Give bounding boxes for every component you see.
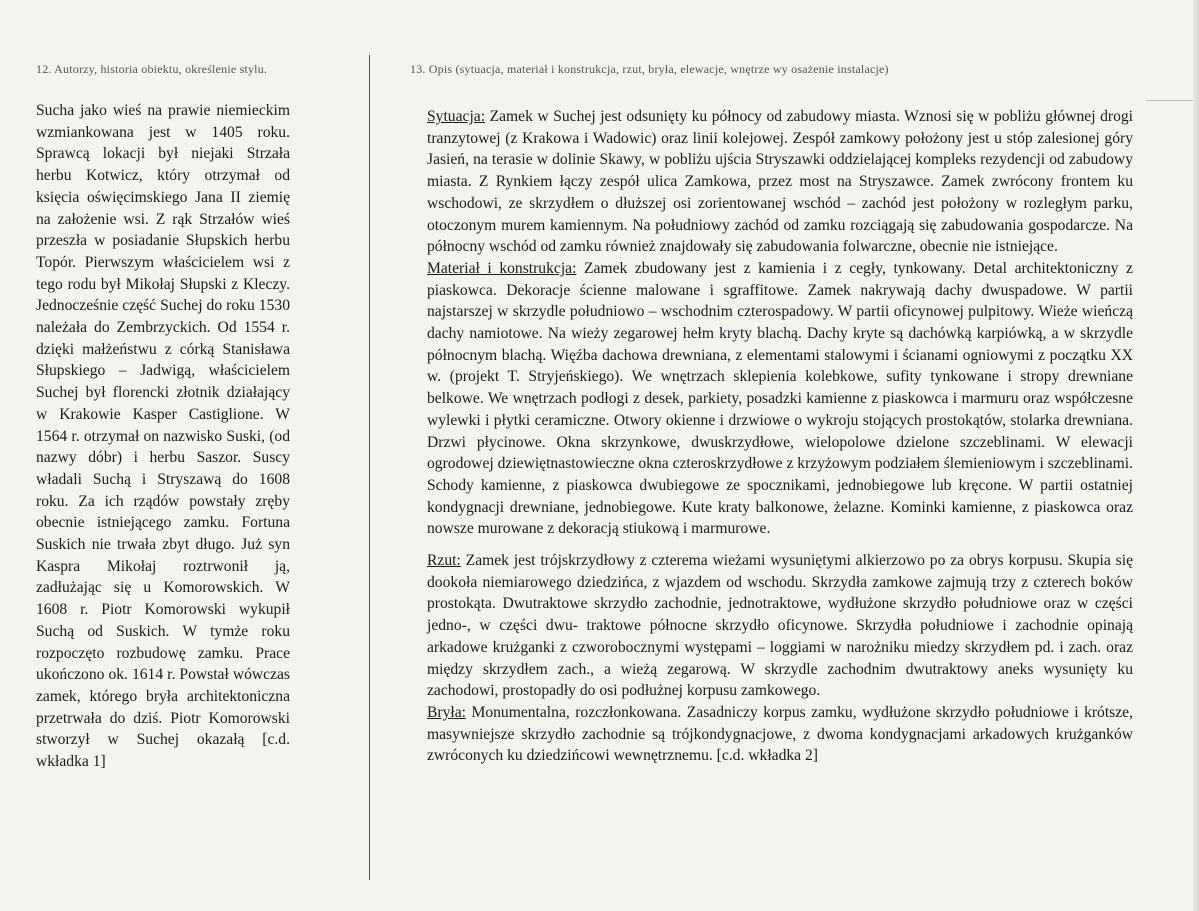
margin-rule bbox=[1146, 100, 1199, 101]
situation-label: Sytuacja: bbox=[427, 108, 486, 125]
situation-text: Zamek w Suchej jest odsunięty ku północy od zabudowy miasta. Wznosi się w pobliżu głównej drogi tranzytowej (z Krakowa i Wadowic) oraz linii kolejowej. Zespół zamkowy położony jest u stóp zalesionej góry Jasień, na terasie w dolinie Skawy, w pobliżu ujścia Stryszawki oddzielającej kompleks rezydencji od zabudowy miasta. Z Rynkiem łączy zespół ulica Zamkowa, przez most na Stryszawce. Zamek zwrócony frontem ku wschodowi, ze skrzydłem o dłuższej osi zorientowanej wschód – zachód jest położony w rozległym parku, otoczonym murem kamiennym. Na południowy zachód od zamku rozciągają się zabudowania gospodarcze. Na północny wschód od zamku również znajdowały się zabudowania folwarczne, obecnie nie istniejące. bbox=[427, 108, 1133, 256]
massing-label: Bryła: bbox=[427, 703, 466, 721]
history-text: Sucha jako wieś na prawie niemieckim wzmiankowana jest w 1405 roku. Sprawcą lokacji był niejaki Strzała herbu Kotwicz, który otrzymał od księcia oświęcimskiego Jana II ziemię na założenie wsi. Z rąk Strzałów wieś przeszła w posiadanie Słupskich herbu Topór. Pierwszym właścicielem wsi z tego rodu był Mikołaj Słupski z Kleczy. Jednocześnie część Suchej do roku 1530 należała do Zembrzyckich. Od 1554 r. dzięki małżeństwu z córką Stanisława Słupskiego – Jadwigą, właścicielem Suchej był florencki złotnik działający w Krakowie Kasper Castiglione. W 1564 r. otrzymał on nazwisko Suski, (od nazwy dóbr) i herbu Saszor. Suscy władali Suchą i Stryszawą do 1608 roku. Za ich rządów powstały zręby obecnie istniejącego zamku. Fortuna Suskich nie trwała zbyt długo. Już syn Kaspra Mikołaj roztrwonił ją, zadłużając się u Komorowskich. W 1608 r. Piotr Komorowski wykupił Suchą od Suskich. W tymże roku rozpoczęto rozbudowę zamku. Prace ukończono ok. 1614 r. Powstał wówczas zamek, którego bryła architektoniczna przetrwała do dziś. Piotr Komorowski stworzył w Suchej okazałą [c.d. wkładka 1] bbox=[36, 102, 290, 771]
description-column bbox=[427, 106, 1133, 767]
plan-paragraph bbox=[427, 550, 1133, 702]
plan-label: Rzut: bbox=[427, 552, 461, 570]
material-label: Materiał i konstrukcja: bbox=[427, 259, 577, 277]
right-section-header: 13. Opis (sytuacja, materiał i konstrukcja, rzut, bryła, elewacje, wnętrze wy osażenie instalacje) bbox=[410, 62, 889, 76]
material-paragraph bbox=[427, 258, 1133, 540]
material-text: Zamek zbudowany jest z kamienia i z cegły, tynkowany. Detal architektoniczny z piaskowca. Dekoracje ścienne malowane i sgraffitowe. Zamek nakrywają dachy dwuspadowe. W partii najstarszej w skrzydle południowo – wschodnim czterospadowy. W partii oficynowej pulpitowy. Wieże wieńczą dachy namiotowe. Na wieży zegarowej hełm kryty blachą. Dachy kryte są dachówką karpiówką, a w skrzydle północnym blachą. Więźba dachowa drewniana, z elementami stalowymi i ścianami ogniowymi z początku XX w. (projekt T. Stryjeńskiego). We wnętrzach sklepienia kolebkowe, sufity tynkowane i stropy drewniane belkowe. We wnętrzach podłogi z desek, parkiety, posadzki kamienne z piaskowca i marmuru oraz współczesne wylewki i płytki ceramiczne. Otwory okienne i drzwiowe o wykroju stojących prostokątów, stolarka drewniana. Drzwi płycinowe. Okna skrzynkowe, dwuskrzydłowe, wielopolowe dzielone szczeblinami. W elewacji ogrodowej dziewiętnastowieczne okna czteroskrzydłowe z krzyżowym podziałem ślemieniowym i szczeblinami. Schody kamienne, z piaskowca dwubiegowe ze spocznikami, jednobiegowe lub kręcone. W partii ostatniej kondygnacji drewniane, jednobiegowe. Kute kraty balkonowe, żelazne. Kominki kamienne, z piaskowca oraz nowsze murowane z dekoracją stiukową i marmurowe. bbox=[427, 259, 1133, 538]
left-section-header: 12. Autorzy, historia obiektu, określenie stylu. bbox=[36, 62, 268, 76]
massing-text: Monumentalna, rozczłonkowana. Zasadniczy korpus zamku, wydłużone skrzydło południowe i krótsze, masywniejsze skrzydło zachodnie są trójkondygnacjowe, z dwoma kondygnacjami arkadowych krużganków zwróconych ku dziedzińcowi wewnętrznemu. [c.d. wkładka 2] bbox=[427, 703, 1133, 765]
massing-paragraph bbox=[427, 702, 1133, 767]
page-edge bbox=[1193, 0, 1199, 911]
situation-paragraph bbox=[427, 106, 1133, 258]
paragraph-gap bbox=[427, 540, 1133, 550]
column-divider bbox=[369, 55, 370, 880]
plan-text: Zamek jest trójskrzydłowy z czterema wieżami wysuniętymi alkierzowo po za obrys korpusu. Skupia się dookoła niemiarowego dziedzińca, z wjazdem od wschodu. Skrzydła zamkowe zajmują trzy z czterech boków prostokąta. Dwutraktowe skrzydło zachodnie, jednotraktowe, wydłużone skrzydło południowe oraz w części jedno-, w części dwu- traktowe północne skrzydło oficynowe. Skrzydła południowe i zachodnie opinają arkadowe krużganki z czworobocznymi występami – loggiami w narożniku miedzy skrzydłem pd. i zach. oraz między skrzydłem zach., a wieżą zegarową. W skrzydle zachodnim dwutraktowy aneks wysunięty ku zachodowi, prostopadły do osi podłużnej korpusu zamkowego. bbox=[427, 552, 1133, 700]
